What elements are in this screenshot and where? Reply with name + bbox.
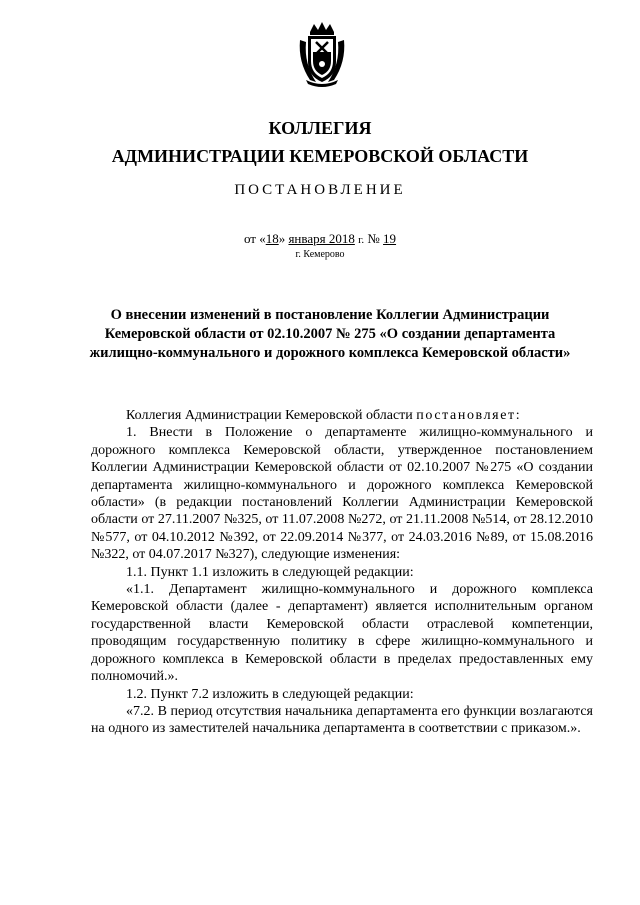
- paragraph-1-2-heading: 1.2. Пункт 7.2 изложить в следующей редакции:: [126, 686, 414, 702]
- kemerovo-coat-of-arms-icon: [296, 22, 348, 88]
- paragraph-1-1-text: «1.1. Департамент жилищно-коммунального и дорожного комплекса Кемеровской области (далее - департамент) является исполнительным органом государственной власти Кемеровской области отраслевой компетенции, проводящим государственную политику в сфере жилищно-коммунального и дорожного комплекса в Кемеровской области в пределах предоставленных ему полномочий.».: [91, 582, 593, 685]
- date-day: 18: [265, 231, 279, 246]
- date-year-suffix: г.: [358, 234, 365, 246]
- document-number: 19: [383, 231, 397, 246]
- document-type: ПОСТАНОВЛЕНИЕ: [234, 182, 406, 198]
- date-line: [0, 231, 640, 247]
- document-subject: О внесении изменений в постановление Коллегии Администрации Кемеровской области от 02.10.2007 № 275 «О создании департамента жилищно-коммунального и дорожного комплекса Кемеровской области»: [89, 307, 571, 361]
- resolves-word: постановляет:: [416, 408, 522, 423]
- paragraph-1-2-text: «7.2. В период отсутствия начальника департамента его функции возлагаются на одного из заместителей начальника департамента в соответствии с приказом.».: [91, 703, 593, 737]
- place-of-issue: г. Кемерово: [295, 249, 345, 260]
- number-label: №: [367, 231, 380, 246]
- intro-text: Коллегия Администрации Кемеровской области: [126, 408, 417, 423]
- date-prefix: от «: [243, 231, 266, 246]
- issuer-line-1: КОЛЛЕГИЯ: [268, 118, 372, 138]
- intro-paragraph: [91, 407, 593, 424]
- date-month-year: января 2018: [288, 231, 355, 246]
- date-mid: »: [278, 231, 286, 246]
- issuer-line-2: АДМИНИСТРАЦИИ КЕМЕРОВСКОЙ ОБЛАСТИ: [111, 146, 529, 166]
- paragraph-1-1-heading: 1.1. Пункт 1.1 изложить в следующей редакции:: [126, 564, 414, 580]
- document-body: [91, 407, 593, 738]
- paragraph-1: 1. Внести в Положение о департаменте жилищно-коммунального и дорожного комплекса Кемеровской области, утвержденное постановлением Коллегии Администрации Кемеровской области от 02.10.2007 №275 «О создании департамента жилищно-коммунального и дорожного комплекса Кемеровской области» (в редакции постановлений Коллегии Администрации Кемеровской области от 27.11.2007 №325, от 11.07.2008 №272, от 21.11.2008 №514, от 28.12.2010 №577, от 04.10.2012 №392, от 22.09.2014 №377, от 24.03.2016 №89, от 15.08.2016 №322, от 04.07.2017 №327), следующие изменения:: [91, 425, 593, 563]
